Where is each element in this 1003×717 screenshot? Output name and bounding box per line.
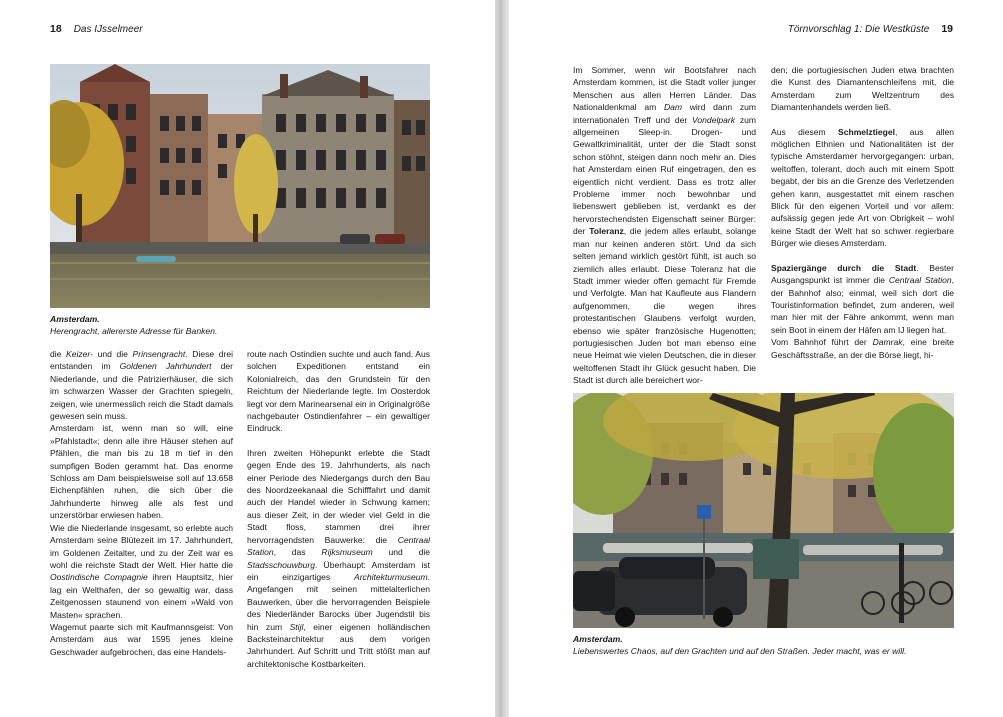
left-photo-caption [50,313,430,337]
italic-term: Stijl [289,621,304,632]
left-text-column-2 [247,348,430,668]
paragraph: route nach Ostindien suchte und auch fand. Aus solchen Expeditionen entstand ein Kolonialreich, das den Grundstein für den Reichtum der Niederlande legte. Im Oosterdok liegt vor dem Marinearsenal ein in Originalgröße nachgebauter Ostindienfahrer – ein gewaltiger Eindruck. [247,349,430,434]
left-page-header [50,23,143,36]
right-photo-caption [573,633,954,657]
italic-term: Centraal Station [888,275,952,286]
bold-term: Toleranz [589,226,624,237]
italic-term: Architekturmuseum [354,571,428,582]
right-page-number: 19 [941,23,953,35]
left-caption-text: Herengracht, allererste Adresse für Banken. [50,326,218,336]
italic-term: Dam [663,102,683,113]
right-page [509,0,1003,717]
italic-term: Centraal Station [247,534,430,558]
canal-street-photo [573,393,954,628]
paragraph: Aus diesem Schmelztiegel, aus allen möglichen Ethnien und Nationalitäten ist der typische Amsterdamer hervorgegangen: urban, weltoffen, tolerant, doch auch mit einem Spott begabt, der bis an die Grenze des Verletzenden gehen kann, ausgestattet mit einem raschen Blick für den eigenen Vorteil und vor allem: aufsässig gegen jede Art von Obrigkeit – wohl keine Stadt der Welt hat so schwer regierbare Bürger wie dieses Amsterdam. [771,126,954,249]
italic-term: Stadsschouwburg [247,559,315,570]
left-running-title: Das IJsselmeer [73,24,143,35]
left-caption-title: Amsterdam. [50,314,100,324]
bold-term: Schmelztiegel [838,126,896,137]
paragraph: Im Sommer, wenn wir Bootsfahrer nach Amsterdam kommen, ist die Stadt voller junger Menschen aus allen Herren Länder. Das Nationaldenkmal am Dam wird dann zum internationalen Treff und der Vondelpark zum allgemeinen Sleep-in. Drogen- und Gewaltkriminalität, unter der die Stadt sonst schon stöhnt, steigen dann noch mehr an. Dies hat Amsterdam einen Ruf eingetragen, den es eigentlich nicht verdient. Dass es trotz aller Probleme immer noch bewohnbar und liebenswert geblieben ist, verdankt es der hervorstechendsten Eigenschaft seiner Bürger: der Toleranz, die jedem alles erlaubt, solange man nur keinen anderen stört. Und da sich selten jemand wirklich gestört fühlt, ist auch so ziemlich alles erlaubt. Diese Toleranz hat die Stadt immer wieder offen gemacht für Fremde und Verfolgte. Man hat Kaufleute aus Flandern aufgenommen, die wegen ihres protestantischen Glaubens verfolgt wurden, ebenso wie später französische Hugenotten; portugiesischen Juden bot man ebenso eine neue Heimat wie vielen Deutschen, die in dieser weltoffenen Stadt ihr Glück gesucht haben. Die Stadt ist durch alle bereichert wor- [573,65,756,386]
herengracht-photo [50,64,430,308]
italic-term: Prinsengracht [132,349,186,359]
book-gutter [495,0,509,717]
right-caption-title: Amsterdam. [573,634,623,644]
paragraph: Vom Bahnhof führt der Damrak, eine breite Geschäftsstraße, an der die Börse liegt, hi- [771,337,954,360]
paragraph: Spaziergänge durch die Stadt. Bester Ausgangspunkt ist immer die Centraal Station, der Bahnhof also; einmal, weil sich dort die Touristinformation befindet, zum anderen, weil man hier mit der Fähre ankommt, wenn man sein Boot in einem der Häfen am IJ liegen hat. [771,262,954,335]
italic-term: Damrak [872,337,903,348]
right-text-column-2 [771,64,954,386]
right-caption-text: Liebenswertes Chaos, auf den Grachten und auf den Straßen. Jeder macht, was er will. [573,646,907,656]
left-page-number: 18 [50,23,62,35]
paragraph: den; die portugiesischen Juden etwa brachten die Kunst des Diamantenschleifens mit, die Amsterdam zum Weltzentrum des Diamantenhandels werden ließ. [771,65,954,113]
left-page [0,0,495,717]
italic-term: Keizer- [66,349,93,359]
paragraph: die Keizer- und die Prinsengracht. Diese drei entstanden im Goldenen Jahrhundert der Niederlande, und die Patrizierhäuser, die sich im schwarzen Wasser der Grachten spiegeln, zeigen, wie unermesslich reich die Stadt damals gewesen sein muss. [50,349,233,422]
paragraph: Ihren zweiten Höhepunkt erlebte die Stadt gegen Ende des 19. Jahrhunderts, als nach einer Periode des Niedergangs durch den Bau des Noordzeekanaal die Schifffahrt und damit auch der Handel wieder in Schwung kamen; aus dieser Zeit, in der wieder viel Geld in die Stadt floss, stammen drei ihrer hervorragendsten Bauwerke: die Centraal Station, das Rijksmuseum und die Stadsschouwburg. Überhaupt: Amsterdam ist ein einzigartiges Architekturmuseum. Angefangen mit seinen mittelalterlichen Bauwerken, über die hervorragenden Beispiele des Niederländer Barocks über Jugendstil bis hin zum Stijl, einer eigenen holländischen Backsteinarchitektur aus dem vorigen Jahrhundert. Auf Schritt und Tritt stößt man auf architektonische Kostbarkeiten. [247,447,430,668]
right-running-title: Törnvorschlag 1: Die Westküste [787,24,930,35]
italic-term: Vondelpark [692,114,735,125]
italic-term: Goldenen Jahrhundert [119,361,212,372]
italic-term: Rijksmuseum [321,547,373,558]
paragraph: Wie die Niederlande insgesamt, so erlebte auch Amsterdam seine Blütezeit im 17. Jahrhundert, im Goldenen Zeitalter, und zu der Zeit war es wohl die reichste Stadt der Welt. Hier hatte die Oostindische Compagnie ihren Hauptsitz, hier lag ein Welthafen, der so gewaltig war, dass Zeitgenossen staunend von einem »Wald von Masten« sprachen. [50,522,233,620]
paragraph: Amsterdam ist, wenn man so will, eine »Pfahlstadt«; denn alle ihre Häuser stehen auf Pfählen, die man bis zu 18 m tief in den sumpfigen Boden gerammt hat. Das enorme Schloss am Dam beispielsweise soll auf 13.658 Eichenpfählen ruhen, die sich über die Jahrhunderte hinweg alle als fest und unzerstörbar erwiesen haben. [50,423,233,521]
bold-term: Spaziergänge durch die Stadt [771,262,917,273]
right-page-header [788,23,953,36]
italic-term: Oostindische Compagnie [50,572,148,583]
left-text-column-1 [50,348,233,668]
right-text-column-1 [573,64,756,386]
paragraph: Wagemut paarte sich mit Kaufmannsgeist: Von Amsterdam aus war 1595 jenes kleine Geschwader aufgebrochen, das eine Handels- [50,621,233,657]
